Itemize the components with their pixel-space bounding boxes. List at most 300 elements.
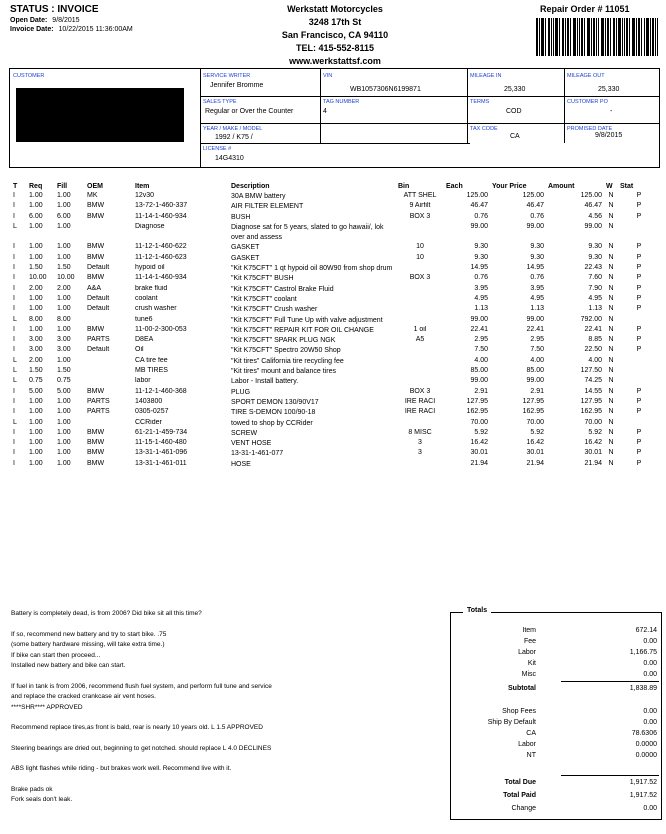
cell-req: 1.00 (29, 243, 43, 251)
cell-fill: 1.00 (57, 408, 71, 416)
cell-your-price: 0.76 (530, 274, 544, 282)
cell-description: "Kit K75CFT" 1 qt hypoid oil 80W90 from shop drum (231, 265, 393, 273)
cell-stat: P (636, 325, 642, 333)
cell-oem: BMW (87, 243, 105, 251)
cell-req: 1.50 (29, 264, 43, 272)
cell-your-price: 99.00 (526, 377, 544, 385)
cell-stat: P (636, 253, 642, 261)
invoice-header-left (10, 4, 133, 33)
table-row (11, 213, 660, 223)
cell-req: 1.00 (29, 449, 43, 457)
table-row (11, 357, 660, 367)
cell-oem: BMW (87, 387, 105, 395)
cell-description: towed to shop by CCRider (231, 419, 313, 427)
cell-stat: P (636, 243, 642, 251)
col-header-fill: Fill (57, 182, 68, 190)
cell-fill: 1.00 (57, 459, 71, 467)
labor-label: Labor (518, 649, 536, 656)
cell-bin (396, 285, 444, 295)
cell-oem: A&A (87, 284, 102, 292)
cell-req: 1.00 (29, 418, 43, 426)
cell-type: L (13, 377, 17, 385)
cell-fill: 6.00 (57, 212, 71, 220)
cell-description: AIR FILTER ELEMENT (231, 203, 304, 211)
license: 14G4310 (215, 155, 244, 162)
labor-tax-label: Labor (518, 741, 536, 748)
cell-type: I (13, 408, 15, 416)
note-line: (some battery hardware missing, will take extra time.) (11, 641, 165, 648)
cell-description: PLUG (231, 388, 251, 396)
table-row (11, 254, 660, 264)
cell-stat (618, 316, 660, 326)
cell-stat (618, 419, 660, 429)
note-spacer (11, 713, 346, 723)
cell-item: MB TIRES (135, 367, 168, 375)
table-row (11, 192, 660, 202)
table-row (11, 460, 660, 470)
cell-each: 0.76 (474, 212, 488, 220)
cell-amount: 30.01 (584, 449, 602, 457)
note-line: ABS light flashes while riding - but brakes work well. Recommend live with it. (11, 765, 232, 772)
cell-amount: 5.92 (588, 428, 602, 436)
cell-amount: 127.95 (580, 397, 602, 405)
license-label: LICENSE # (203, 146, 232, 152)
cell-fill: 1.00 (57, 243, 71, 251)
cell-amount: 8.85 (588, 336, 602, 344)
cell-w: N (608, 202, 614, 210)
cell-bin: IRE RACI (404, 408, 436, 416)
cell-w: N (608, 294, 614, 302)
cell-req: 1.00 (29, 305, 43, 313)
cell-your-price: 99.00 (526, 222, 544, 230)
cell-item: tune6 (135, 315, 153, 323)
cell-stat: P (636, 284, 642, 292)
cell-amount: 4.56 (588, 212, 602, 220)
table-header-row (11, 180, 660, 192)
cell-each: 21.94 (470, 459, 488, 467)
cell-bin: ATT SHEL (403, 192, 437, 199)
cell-description: 30A BMW battery (231, 193, 286, 200)
cell-req: 1.00 (29, 192, 43, 199)
cell-stat: P (636, 264, 642, 272)
cell-req: 1.00 (29, 408, 43, 416)
cell-your-price: 1.13 (530, 305, 544, 313)
note-line: Brake pads ok (11, 785, 53, 793)
total-paid-label: Total Paid (503, 792, 536, 799)
shop-city: San Francisco, CA 94110 (281, 30, 389, 40)
cell-stat (618, 367, 660, 377)
cell-fill: 1.00 (57, 202, 71, 210)
cell-oem (85, 419, 133, 429)
cell-amount: 7.90 (588, 284, 602, 292)
cell-description: TIRE S-DEMON 100/90-18 (231, 409, 316, 417)
shop-address (240, 3, 430, 68)
cell-your-price: 16.42 (526, 439, 544, 447)
cell-fill: 1.00 (57, 192, 71, 199)
cell-description: "Kit K75CFT" coolant (231, 295, 297, 303)
cell-bin (396, 295, 444, 305)
cell-description: "Kit tires" California tire recycling fee (231, 357, 344, 365)
ship-total: 0.00 (643, 719, 657, 726)
cell-bin: 3 (418, 449, 422, 457)
cell-oem: BMW (87, 439, 105, 447)
cell-w: N (608, 212, 614, 220)
cell-item: 11-12-1-460-623 (135, 253, 187, 261)
cell-amount: 4.95 (588, 294, 602, 302)
nt-tax: 0.0000 (635, 752, 657, 759)
subtotal-label: Subtotal (508, 685, 536, 692)
change-label: Change (511, 805, 536, 812)
table-row (11, 264, 660, 274)
note-line: Steering bearings are dried out, beginning to get notched. should replace L 4.0 DECLINES (11, 744, 272, 752)
cell-each: 22.41 (470, 325, 488, 333)
ship-label: Ship By Default (487, 719, 536, 726)
cell-item: 11-12-1-460-622 (135, 243, 187, 251)
note-spacer (11, 672, 346, 682)
cell-w: N (608, 336, 614, 344)
col-header-amount: Amount (548, 182, 575, 190)
cell-bin (396, 377, 444, 387)
terms: COD (506, 108, 522, 115)
ca-tax: 78.6306 (631, 730, 657, 737)
cell-description: "Kit K75CFT" BUSH (231, 275, 294, 283)
cell-each: 4.00 (474, 356, 488, 364)
cell-stat: P (636, 449, 642, 457)
cell-stat: P (636, 336, 642, 344)
cell-bin (396, 460, 444, 470)
change: 0.00 (643, 805, 657, 812)
cell-w: N (608, 315, 614, 323)
cell-description: 13-31-1-461-077 (231, 450, 284, 458)
cell-bin (396, 346, 444, 356)
totals-title: Totals (463, 607, 491, 614)
cell-bin: 10 (416, 253, 424, 261)
cell-amount: 14.55 (584, 387, 602, 395)
cell-w: N (608, 459, 614, 467)
cell-stat: P (636, 192, 642, 199)
table-row (11, 316, 660, 326)
col-header-type: T (13, 182, 18, 190)
table-row (11, 285, 660, 295)
cell-description: "Kit K75CFT" REPAIR KIT FOR OIL CHANGE (231, 326, 374, 334)
cell-description: GASKET (231, 244, 260, 252)
cell-fill: 1.00 (57, 222, 71, 230)
tax-code: CA (510, 133, 520, 140)
table-row (11, 367, 660, 377)
cell-w: N (608, 377, 614, 385)
cell-w: N (608, 346, 614, 354)
ymm-label: YEAR / MAKE / MODEL (203, 126, 263, 132)
cell-item: hypoid oil (135, 264, 165, 272)
cell-bin: 1 oil (413, 325, 427, 333)
cell-fill: 0.75 (57, 377, 71, 385)
invoice-date-label: Invoice Date: (10, 26, 54, 33)
cell-req: 5.00 (29, 387, 43, 395)
cell-description: VENT HOSE (231, 440, 272, 448)
note-spacer (11, 775, 346, 785)
cell-description: "Kit K75CFT" Spectro 20W50 Shop (231, 347, 341, 355)
cell-oem: BMW (87, 449, 105, 457)
invoice-date: 10/22/2015 11:36:00AM (58, 26, 133, 33)
cell-your-price: 70.00 (526, 418, 544, 426)
table-row (11, 243, 660, 253)
cell-fill: 1.00 (57, 449, 71, 457)
cell-type: I (13, 387, 15, 395)
table-row (11, 439, 660, 449)
cell-stat: P (636, 387, 642, 395)
cell-type: I (13, 305, 15, 313)
cell-item: 13-72-1-460-337 (135, 202, 188, 210)
cell-req: 8.00 (29, 315, 43, 323)
cell-stat: P (636, 439, 642, 447)
cell-oem: BMW (87, 428, 105, 436)
cell-item: crush washer (135, 305, 177, 313)
cell-bin: 8 MISC (408, 428, 432, 436)
cell-oem: PARTS (87, 336, 110, 344)
col-header-req: Req (29, 182, 43, 190)
shop-fees: 0.00 (643, 708, 657, 715)
cell-item: 11-12-1-460-368 (135, 387, 187, 395)
repair-order-number: Repair Order # 11051 (540, 4, 630, 14)
table-row (11, 274, 660, 284)
cell-req: 3.00 (29, 336, 43, 344)
table-row (11, 377, 660, 387)
note-line: If fuel in tank is from 2006, recommend flush fuel system, and perform full tune and service (11, 682, 272, 690)
cell-your-price: 21.94 (526, 459, 544, 467)
cell-each: 127.95 (466, 397, 488, 405)
note-line: Fork seals don't leak. (11, 796, 73, 803)
cell-each: 125.00 (466, 192, 488, 199)
cell-oem (85, 377, 133, 387)
cell-description: "Kit tires" mount and balance tires (231, 368, 336, 376)
cell-your-price: 2.91 (530, 387, 544, 395)
table-row (11, 388, 660, 398)
customer-label: CUSTOMER (13, 73, 45, 79)
table-row (11, 326, 660, 336)
cell-stat: P (636, 397, 642, 405)
cell-description: SPORT DEMON 130/90V17 (231, 398, 319, 406)
invoice-date-line (10, 26, 133, 33)
cell-bin (396, 357, 444, 367)
cell-bin: BOX 3 (409, 387, 431, 395)
cell-oem: BMW (87, 274, 105, 282)
cell-fill: 1.00 (57, 418, 71, 426)
note-line: ****SHR**** APPROVED (11, 703, 83, 711)
shop-fees-label: Shop Fees (502, 708, 536, 715)
cell-stat (618, 377, 660, 387)
cell-item: 11-14-1-460-934 (135, 274, 187, 282)
cell-oem: PARTS (87, 397, 110, 405)
cell-fill: 1.00 (57, 428, 71, 436)
cell-stat (618, 223, 660, 244)
table-row (11, 449, 660, 459)
cell-fill: 1.00 (57, 253, 71, 261)
cell-each: 0.76 (474, 274, 488, 282)
cell-each: 5.92 (474, 428, 488, 436)
cell-your-price: 5.92 (530, 428, 544, 436)
cell-type: I (13, 253, 15, 261)
cell-type: I (13, 202, 15, 210)
cell-amount: 74.25 (584, 377, 602, 385)
cell-each: 14.95 (470, 264, 488, 272)
cell-oem (85, 223, 133, 244)
vin-label: VIN (323, 73, 333, 79)
cell-stat: P (636, 459, 642, 467)
col-header-each: Each (446, 182, 463, 190)
mileage-in: 25,330 (504, 86, 526, 93)
cell-w: N (608, 305, 614, 313)
cell-bin: BOX 3 (409, 212, 431, 220)
cell-req: 2.00 (29, 356, 43, 364)
cell-oem: MK (87, 192, 98, 199)
cell-amount: 22.41 (584, 325, 602, 333)
cell-req: 1.00 (29, 253, 43, 261)
cell-fill: 2.00 (57, 284, 71, 292)
table-row (11, 295, 660, 305)
cell-stat: P (636, 408, 642, 416)
cell-fill: 1.00 (57, 294, 71, 302)
tax-code-label: TAX CODE (470, 126, 498, 132)
fee-total: 0.00 (643, 638, 657, 645)
cell-type: I (13, 264, 15, 272)
cell-stat: P (636, 346, 642, 354)
cell-your-price: 4.00 (530, 356, 544, 364)
cell-each: 70.00 (470, 418, 488, 426)
cell-oem (85, 316, 133, 326)
customer-po: - (610, 108, 613, 115)
shop-street: 3248 17th St (308, 17, 362, 27)
mileage-in-label: MILEAGE IN (470, 73, 502, 79)
cell-item: 12v30 (135, 192, 155, 199)
cell-bin: IRE RACI (404, 397, 436, 405)
cell-fill: 3.00 (57, 346, 71, 354)
cell-item: 13-31-1-461-096 (135, 449, 188, 457)
cell-each: 4.95 (474, 294, 488, 302)
cell-each: 3.95 (474, 284, 488, 292)
cell-stat: P (636, 294, 642, 302)
cell-oem (85, 367, 133, 377)
cell-your-price: 0.76 (530, 212, 544, 220)
cell-amount: 1.13 (588, 305, 602, 313)
item-total: 672.14 (635, 627, 657, 634)
cell-your-price: 3.95 (530, 284, 544, 292)
note-spacer (11, 620, 346, 630)
cell-each: 99.00 (470, 315, 488, 323)
promised-date: 9/8/2015 (595, 132, 623, 139)
cell-stat (618, 357, 660, 367)
cell-your-price: 99.00 (526, 315, 544, 323)
cell-stat: P (636, 305, 642, 313)
status-label: STATUS : INVOICE (10, 4, 99, 15)
cell-oem: BMW (87, 202, 105, 210)
cell-each: 2.95 (474, 336, 488, 344)
cell-oem: BMW (87, 212, 105, 220)
misc-label: Misc (521, 671, 536, 678)
cell-bin (396, 316, 444, 326)
cell-amount: 4.00 (588, 356, 602, 364)
cell-req: 1.00 (29, 459, 43, 467)
terms-label: TERMS (470, 99, 490, 105)
cell-type: I (13, 336, 15, 344)
cell-item: 1403800 (135, 397, 163, 405)
cell-type: I (13, 192, 15, 199)
cell-stat: P (636, 274, 642, 282)
cell-w: N (608, 439, 614, 447)
cell-bin (396, 223, 444, 244)
cell-oem: Default (87, 305, 110, 313)
cell-fill: 5.00 (57, 387, 71, 395)
cell-amount: 22.43 (584, 264, 602, 272)
cell-amount: 9.30 (588, 253, 602, 261)
cell-type: L (13, 367, 17, 375)
cell-type: I (13, 397, 15, 405)
kit-label: Kit (527, 660, 536, 667)
col-header-item: Item (135, 182, 150, 190)
cell-fill: 10.00 (57, 274, 75, 282)
note-line: Battery is completely dead, is from 2006? Did bike sit all this time? (11, 610, 202, 617)
note-line: Recommend replace tires,as front is bald, rear is nearly 10 years old. L 1.5 APPROVED (11, 724, 263, 731)
shop-tel: TEL: 415-552-8115 (295, 43, 375, 53)
cell-your-price: 162.95 (522, 408, 544, 416)
cell-your-price: 85.00 (526, 367, 544, 375)
cell-w: N (608, 367, 614, 375)
cell-bin: 3 (418, 439, 422, 447)
cell-your-price: 30.01 (526, 449, 544, 457)
redacted-customer-block (16, 88, 184, 142)
cell-type: I (13, 294, 15, 302)
cell-type: I (13, 284, 15, 292)
cell-each: 85.00 (470, 367, 488, 375)
cell-amount: 7.60 (588, 274, 602, 282)
cell-amount: 70.00 (584, 418, 602, 426)
table-row (11, 408, 660, 418)
cell-bin: BOX 3 (409, 274, 431, 282)
cell-item: D8EA (135, 336, 154, 344)
cell-type: I (13, 428, 15, 436)
cell-req: 1.00 (29, 397, 43, 405)
cell-item: CCRider (135, 418, 162, 426)
labor-total: 1,166.75 (629, 649, 657, 656)
open-date-line (10, 17, 133, 24)
cell-req: 1.00 (29, 222, 43, 230)
cell-each: 16.42 (470, 439, 488, 447)
table-row (11, 305, 660, 315)
subtotal: 1,838.89 (629, 685, 657, 692)
cell-description: "Kit K75CFT" Full Tune Up with valve adjustment (231, 316, 383, 324)
vin: WB1057306N6199871 (350, 86, 421, 93)
cell-your-price: 4.95 (530, 294, 544, 302)
cell-each: 2.91 (474, 387, 488, 395)
cell-amount: 792.00 (580, 315, 602, 323)
cell-oem: BMW (87, 253, 105, 261)
cell-type: I (13, 346, 15, 354)
cell-w: N (608, 222, 614, 230)
cell-fill: 1.50 (57, 367, 71, 375)
cell-your-price: 127.95 (522, 397, 544, 405)
col-header-description: Description (231, 182, 270, 190)
cell-oem: BMW (87, 325, 105, 333)
cell-req: 3.00 (29, 346, 43, 354)
cell-type: L (13, 418, 17, 426)
sales-type-label: SALES TYPE (203, 99, 237, 105)
cell-each: 46.47 (470, 202, 488, 210)
promised-date-label: PROMISED DATE (567, 126, 613, 132)
col-header-your-price: Your Price (492, 182, 527, 190)
cell-fill: 1.00 (57, 439, 71, 447)
cell-description: Diagnose sat for 5 years, slated to go hawaii/, lok over and assess (231, 223, 384, 242)
note-line: If so, recommend new battery and try to start bike. .75 (11, 630, 167, 638)
cell-req: 1.00 (29, 294, 43, 302)
